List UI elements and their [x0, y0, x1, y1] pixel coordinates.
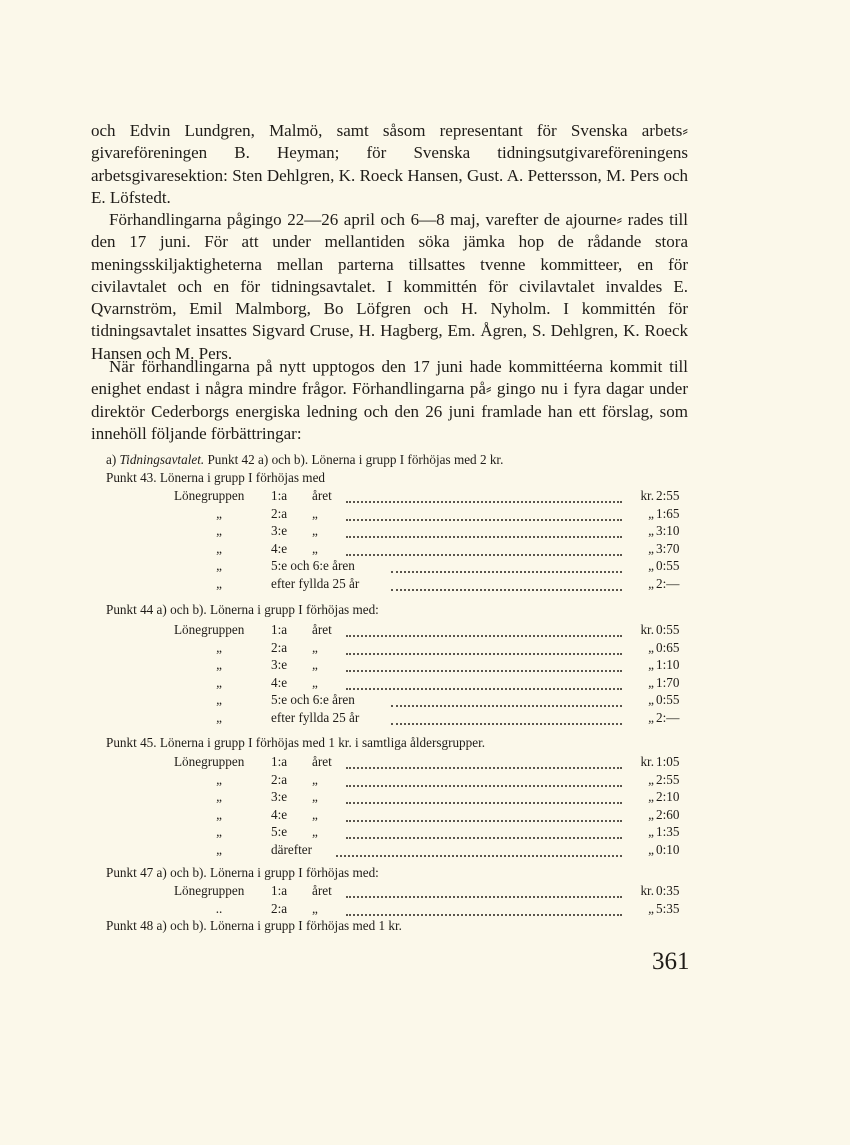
- unit-label: „: [648, 657, 654, 673]
- group-label: ..: [215, 900, 223, 916]
- year-word: „: [312, 540, 318, 556]
- increase-value: 2:—: [656, 576, 680, 591]
- increase-value: 3:10: [656, 523, 680, 539]
- increase-value: 0:35: [656, 883, 680, 898]
- year-label: 2:a: [271, 900, 288, 916]
- increase-value: 1:35: [656, 824, 680, 840]
- unit-label: kr.: [640, 754, 654, 769]
- dot-leader: [346, 827, 622, 839]
- unit-label: „: [648, 639, 654, 655]
- year-word: året: [312, 488, 332, 503]
- dot-leader: [391, 695, 622, 707]
- wage-row: [106, 710, 690, 728]
- wage-row: [106, 901, 690, 919]
- unit-label: kr.: [640, 883, 654, 898]
- group-label: „: [216, 692, 222, 708]
- dot-leader: [346, 643, 622, 655]
- group-label: Lönegruppen: [174, 754, 245, 769]
- wage-row: [106, 807, 690, 825]
- group-label: „: [216, 639, 222, 655]
- wage-row: [106, 541, 690, 559]
- unit-label: „: [648, 576, 654, 591]
- dot-leader: [346, 775, 622, 787]
- year-word: „: [312, 900, 318, 916]
- year-label: 3:e: [271, 523, 288, 539]
- group-label: „: [216, 576, 222, 591]
- group-label: Lönegruppen: [174, 883, 245, 898]
- wage-row: [106, 523, 690, 541]
- group-label: Lönegruppen: [174, 622, 245, 637]
- increase-value: 2:60: [656, 806, 680, 822]
- dot-leader: [346, 526, 622, 538]
- dot-leader: [346, 678, 622, 690]
- year-word: „: [312, 674, 318, 690]
- unit-label: „: [648, 540, 654, 556]
- year-word: „: [312, 824, 318, 840]
- wage-row: [106, 558, 690, 576]
- year-label: 1:a: [271, 754, 288, 769]
- year-word: „: [312, 505, 318, 521]
- group-label: „: [216, 674, 222, 690]
- wage-row: [106, 824, 690, 842]
- increase-value: 5:35: [656, 900, 680, 916]
- year-label: 5:e och 6:e åren: [271, 558, 355, 574]
- increase-value: 0:55: [656, 692, 680, 708]
- increase-value: 0:55: [656, 622, 680, 637]
- wage-row: [106, 842, 690, 860]
- group-label: „: [216, 558, 222, 574]
- unit-label: „: [648, 771, 654, 787]
- increase-value: 2:10: [656, 789, 680, 805]
- wage-row: [106, 789, 690, 807]
- unit-label: „: [648, 692, 654, 708]
- unit-label: „: [648, 789, 654, 805]
- year-label: 5:e: [271, 824, 288, 840]
- year-label: 2:a: [271, 505, 288, 521]
- dot-leader: [346, 625, 622, 637]
- unit-label: „: [648, 842, 654, 857]
- year-label: efter fyllda 25 år: [271, 710, 360, 725]
- group-label: „: [216, 657, 222, 673]
- year-label: 4:e: [271, 674, 288, 690]
- increase-value: 2:55: [656, 488, 680, 503]
- increase-value: 0:55: [656, 558, 680, 574]
- year-word: „: [312, 789, 318, 805]
- dot-leader: [346, 792, 622, 804]
- year-word: „: [312, 771, 318, 787]
- unit-label: „: [648, 824, 654, 840]
- year-label: efter fyllda 25 år: [271, 576, 360, 591]
- paragraph-1: och Edvin Lundgren, Malmö, samt såsom representant för Svenska arbets⸗ givareföreningen B. Heyman; för Svenska tidningsutgivareföreningens arbetsgivaresektion: Sten Dehlgren, K. Roeck Hansen, Gust. A. Pettersson, M. Pers och E. Löfstedt.: [91, 121, 688, 207]
- punkt-heading: Punkt 43. Lönerna i grupp I förhöjas med: [106, 470, 326, 485]
- wage-row: [106, 675, 690, 693]
- year-label: 4:e: [271, 540, 288, 556]
- group-label: „: [216, 789, 222, 805]
- year-label: 2:a: [271, 771, 288, 787]
- final-line: Punkt 48 a) och b). Lönerna i grupp I förhöjas med 1 kr.: [106, 918, 402, 933]
- page-number: 361: [652, 948, 690, 975]
- dot-leader: [391, 713, 622, 725]
- unit-label: „: [648, 523, 654, 539]
- year-label: 1:a: [271, 883, 288, 898]
- wage-row: [106, 622, 690, 640]
- group-label: Lönegruppen: [174, 488, 245, 503]
- dot-leader: [391, 579, 622, 591]
- increase-value: 1:70: [656, 674, 680, 690]
- increase-value: 2:—: [656, 710, 680, 725]
- increase-value: 1:65: [656, 505, 680, 521]
- intro-line: a) Tidningsavtalet. Punkt 42 a) och b). Lönerna i grupp I förhöjas med 2 kr.: [106, 452, 504, 467]
- wage-row: [106, 754, 690, 772]
- group-label: „: [216, 824, 222, 840]
- year-label: 3:e: [271, 789, 288, 805]
- dot-leader: [346, 491, 622, 503]
- increase-value: 2:55: [656, 771, 680, 787]
- year-label: 2:a: [271, 639, 288, 655]
- year-word: „: [312, 657, 318, 673]
- punkt-heading: Punkt 47 a) och b). Lönerna i grupp I förhöjas med:: [106, 865, 379, 880]
- dot-leader: [346, 544, 622, 556]
- year-word: året: [312, 754, 332, 769]
- group-label: „: [216, 505, 222, 521]
- dot-leader: [346, 810, 622, 822]
- year-word: „: [312, 523, 318, 539]
- year-label: 1:a: [271, 488, 288, 503]
- unit-label: „: [648, 558, 654, 574]
- increase-value: 1:05: [656, 754, 680, 769]
- punkt-heading: Punkt 45. Lönerna i grupp I förhöjas med 1 kr. i samtliga åldersgrupper.: [106, 735, 486, 750]
- punkt-heading: Punkt 44 a) och b). Lönerna i grupp I förhöjas med:: [106, 602, 379, 617]
- unit-label: „: [648, 505, 654, 521]
- group-label: „: [216, 806, 222, 822]
- group-label: „: [216, 710, 222, 725]
- dot-leader: [346, 509, 622, 521]
- increase-value: 3:70: [656, 540, 680, 556]
- unit-label: „: [648, 806, 654, 822]
- group-label: „: [216, 771, 222, 787]
- increase-value: 0:10: [656, 842, 680, 857]
- dot-leader: [346, 660, 622, 672]
- increase-value: 1:10: [656, 657, 680, 673]
- group-label: „: [216, 523, 222, 539]
- year-word: „: [312, 806, 318, 822]
- wage-row: [106, 692, 690, 710]
- group-label: „: [216, 842, 222, 857]
- wage-row: [106, 657, 690, 675]
- paragraph-3: När förhandlingarna på nytt upptogos den 17 juni hade kommittéerna kommit till enighet endast i några mindre frågor. Förhandlingarna på⸗ gingo nu i fyra dagar under direktör Cederborgs energiska ledning och den 26 juni framlade han ett förslag, som innehöll följande förbättringar:: [91, 357, 688, 443]
- unit-label: „: [648, 674, 654, 690]
- year-word: året: [312, 883, 332, 898]
- increase-value: 0:65: [656, 639, 680, 655]
- group-label: „: [216, 540, 222, 556]
- year-label: 4:e: [271, 806, 288, 822]
- year-label: 1:a: [271, 622, 288, 637]
- unit-label: kr.: [640, 622, 654, 637]
- year-label: 5:e och 6:e åren: [271, 692, 355, 708]
- wage-row: [106, 883, 690, 901]
- dot-leader: [336, 845, 622, 857]
- year-label: 3:e: [271, 657, 288, 673]
- year-word: året: [312, 622, 332, 637]
- unit-label: „: [648, 710, 654, 725]
- agreement-name: Tidningsavtalet.: [119, 452, 205, 467]
- unit-label: kr.: [640, 488, 654, 503]
- dot-leader: [346, 886, 622, 898]
- dot-leader: [346, 904, 622, 916]
- paragraph-2: Förhandlingarna pågingo 22—26 april och 6—8 maj, varefter de ajourne⸗ rades till den 17 juni. För att under mellantiden söka jämka hop de rådande stora meningsskiljaktigheterna mellan parterna tillsattes tvenne kommitteer, en för civilavtalet och en för tidningsavtalet. I kommittén för civilavtalet invaldes E. Qvarnström, Emil Malmborg, Bo Löfgren och H. Nyholm. I kommittén för tidningsavtalet insattes Sigvard Cruse, H. Hagberg, Em. Ågren, S. Dehlgren, K. Roeck Hansen och M. Pers.: [91, 210, 688, 363]
- dot-leader: [391, 561, 622, 573]
- year-label: därefter: [271, 842, 312, 857]
- dot-leader: [346, 757, 622, 769]
- wage-row: [106, 506, 690, 524]
- unit-label: „: [648, 900, 654, 916]
- wage-row: [106, 488, 690, 506]
- wage-row: [106, 576, 690, 594]
- wage-row: [106, 640, 690, 658]
- wage-row: [106, 772, 690, 790]
- year-word: „: [312, 639, 318, 655]
